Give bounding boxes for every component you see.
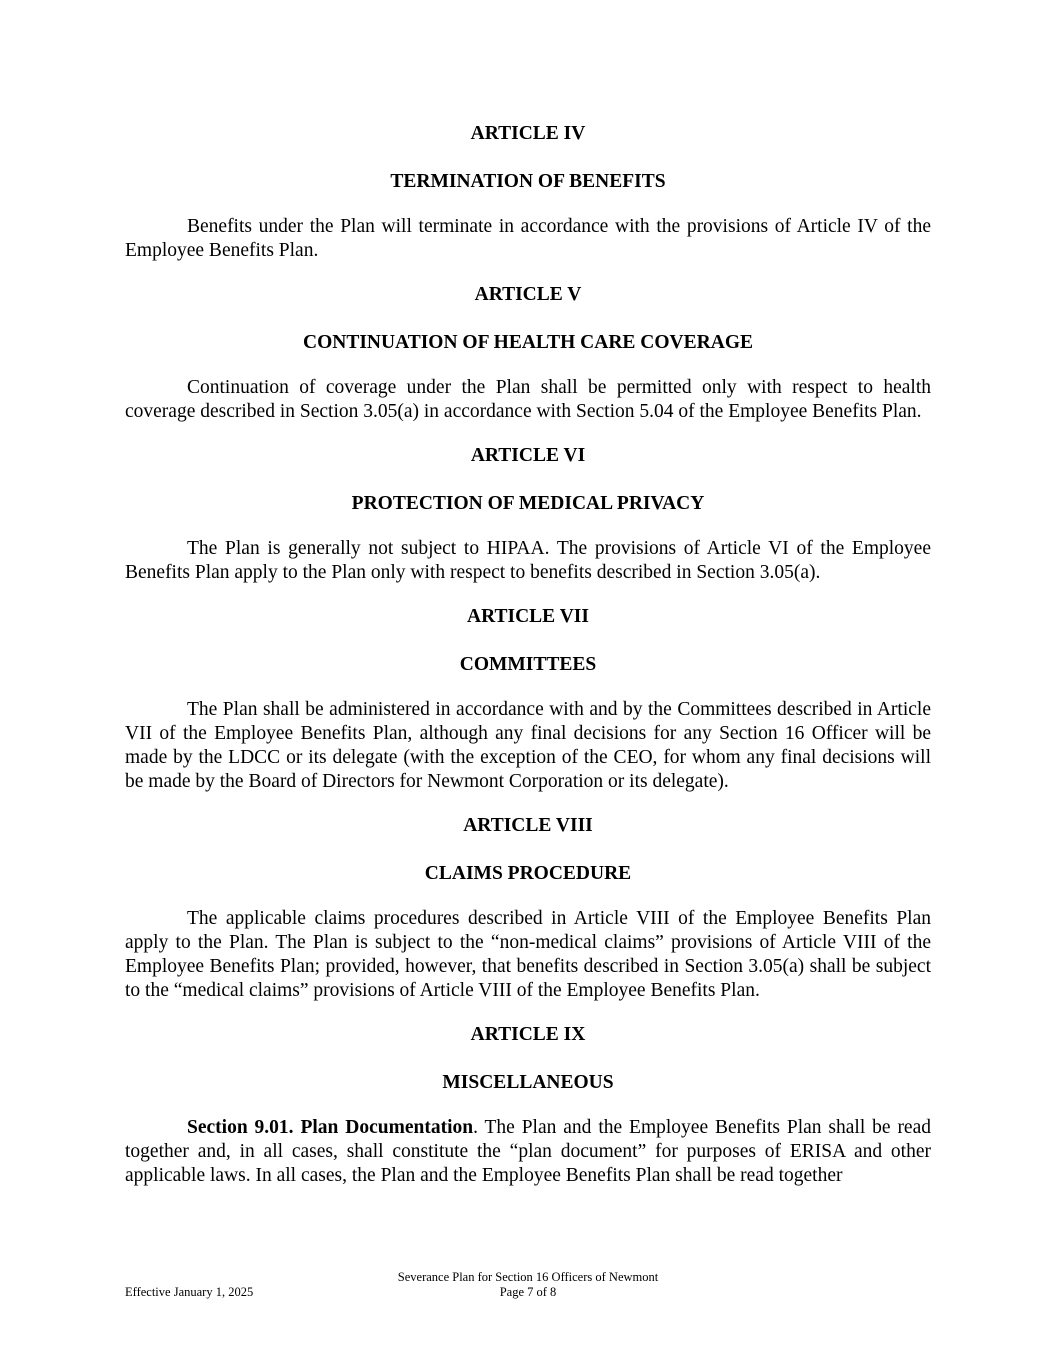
article-6-number: ARTICLE VI (470, 445, 586, 466)
section-9-01-text: . The Plan and the Employee Benefits Plan shall be read together and, in all cases, shall constitute the “plan document” for purposes of ERISA and other applicable laws. In all cases, the Plan and the Employee Benefits Plan shall be read together (125, 1117, 931, 1186)
article-7-text: The Plan shall be administered in accordance with and by the Committees described in Article VII of the Employee Benefits Plan, although any final decisions for any Section 16 Officer will be made by the LDCC or its delegate (with the exception of the CEO, for whom any final decisions will be made by the Board of Directors for Newmont Corporation or its delegate). (125, 699, 931, 792)
article-8-title: CLAIMS PROCEDURE (424, 863, 632, 884)
document-body (125, 122, 931, 1188)
article-9-number: ARTICLE IX (470, 1024, 586, 1045)
page-footer (125, 1270, 931, 1300)
footer-page-number: Page 7 of 8 (499, 1285, 557, 1299)
article-6-title: PROTECTION OF MEDICAL PRIVACY (351, 493, 705, 514)
article-4-title: TERMINATION OF BENEFITS (390, 171, 666, 192)
article-7-number: ARTICLE VII (467, 606, 589, 627)
article-5-title: CONTINUATION OF HEALTH CARE COVERAGE (302, 332, 753, 353)
article-8-text: The applicable claims procedures described in Article VIII of the Employee Benefits Plan apply to the Plan. The Plan is subject to the “non-medical claims” provisions of Article VIII of the Employee Benefits Plan; provided, however, that benefits described in Section 3.05(a) shall be subject to the “medical claims” provisions of Article VIII of the Employee Benefits Plan. (125, 908, 931, 1001)
footer-document-title: Severance Plan for Section 16 Officers of Newmont (397, 1270, 659, 1284)
article-5-text: Continuation of coverage under the Plan shall be permitted only with respect to health coverage described in Section 3.05(a) in accordance with Section 5.04 of the Employee Benefits Plan. (125, 377, 931, 422)
article-8-number: ARTICLE VIII (463, 815, 593, 836)
article-5-number: ARTICLE V (474, 284, 582, 305)
article-4-text: Benefits under the Plan will terminate in accordance with the provisions of Article IV of the Employee Benefits Plan. (125, 216, 931, 261)
article-9-text (125, 1116, 931, 1188)
section-9-01-label: Section 9.01. Plan Documentation (187, 1117, 474, 1138)
footer-effective-date: Effective January 1, 2025 (125, 1285, 254, 1299)
article-4-number: ARTICLE IV (470, 123, 586, 144)
article-6-text: The Plan is generally not subject to HIPAA. The provisions of Article VI of the Employee Benefits Plan apply to the Plan only with respect to benefits described in Section 3.05(a). (125, 538, 931, 583)
article-9-title: MISCELLANEOUS (442, 1072, 614, 1093)
article-7-title: COMMITTEES (459, 654, 597, 675)
